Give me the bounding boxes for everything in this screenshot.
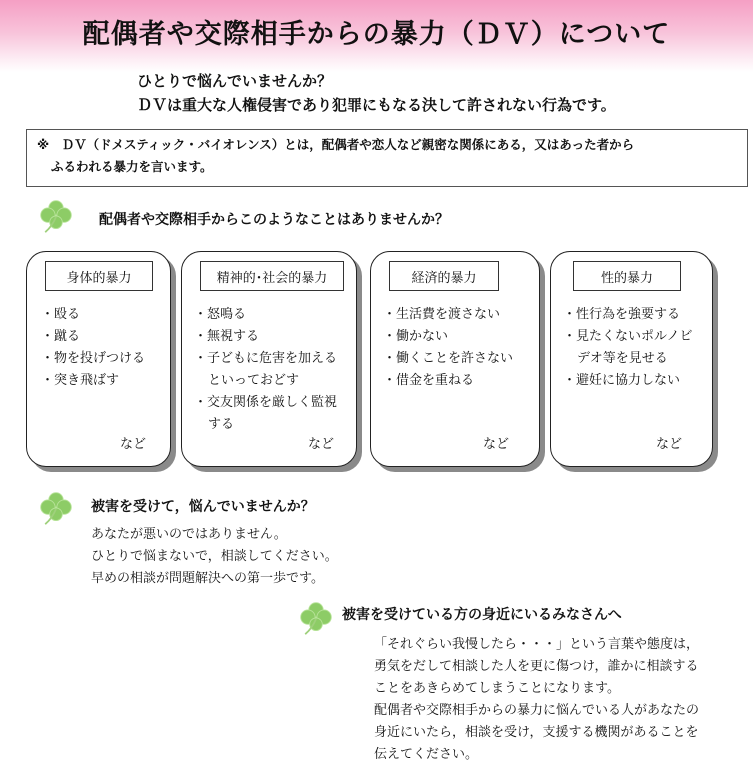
page-title: 配偶者や交際相手からの暴力（ＤＶ）について xyxy=(82,19,671,50)
list-item: ・ 殴る xyxy=(47,304,165,326)
card-footer: など xyxy=(119,437,146,452)
list-item: ・ 交友関係を厳しく監視する xyxy=(200,392,340,436)
text-line: 早めの相談が問題解決への第一歩です。 xyxy=(91,571,324,586)
card-footer: など xyxy=(482,437,509,452)
card-items xyxy=(200,304,340,436)
list-item: ・ 怒鳴る xyxy=(200,304,340,326)
section-heading-abuse-types: 配偶者や交際相手からこのようなことはありませんか？ xyxy=(99,212,449,228)
list-item: ・ 物を投げつける xyxy=(47,348,165,370)
list-item: ・ 借金を重ねる xyxy=(389,370,534,392)
card-physical-abuse xyxy=(26,251,171,467)
card-psychological-social-abuse xyxy=(181,251,357,467)
card-label: 精神的･社会的暴力 xyxy=(200,261,344,291)
card-items xyxy=(47,304,165,392)
definition-line-2: ふるわれる暴力を言います。 xyxy=(51,159,213,174)
list-item: ・ 性行為を強要する xyxy=(569,304,705,326)
clover-icon xyxy=(298,600,334,636)
clover-icon xyxy=(38,490,74,526)
text-line: 勇気をだして相談した人を更に傷つけ，誰かに相談する xyxy=(374,659,699,674)
text-line: 身近にいたら，相談を受け，支援する機関があることを xyxy=(374,725,699,740)
intro-question: ひとりで悩んでいませんか？ xyxy=(137,72,333,90)
definition-box xyxy=(26,129,748,187)
text-line: ことをあきらめてしまうことになります。 xyxy=(374,681,620,696)
section-heading-victims: 被害を受けて，悩んでいませんか？ xyxy=(91,499,315,515)
card-label: 身体的暴力 xyxy=(45,261,153,291)
definition-line-1: ※ ＤＶ（ドメスティック・バイオレンス）とは，配偶者や恋人など親密な関係にある，又はあった者から xyxy=(37,137,635,152)
list-item: ・ 生活費を渡さない xyxy=(389,304,534,326)
text-line: ひとりで悩まないで，相談してください。 xyxy=(91,549,338,564)
list-item: ・ 子どもに危害を加えるといっておどす xyxy=(200,348,340,392)
list-item: ・ 無視する xyxy=(200,326,340,348)
text-line: 配偶者や交際相手からの暴力に悩んでいる人があなたの xyxy=(374,703,700,718)
list-item: ・ 働かない xyxy=(389,326,534,348)
text-line: 伝えてください。 xyxy=(374,747,479,762)
section-heading-supporters: 被害を受けている方の身近にいるみなさんへ xyxy=(342,607,622,623)
intro-statement: ＤＶは重大な人権侵害であり犯罪にもなる決して許されない行為です。 xyxy=(137,96,616,114)
card-sexual-abuse xyxy=(550,251,713,467)
list-item: ・ 見たくないポルノビデオ等を見せる xyxy=(569,326,705,370)
clover-icon xyxy=(38,198,74,234)
text-line: あなたが悪いのではありません。 xyxy=(91,527,287,542)
supporters-message xyxy=(374,634,699,766)
card-label: 性的暴力 xyxy=(573,261,681,291)
card-items xyxy=(569,304,705,392)
list-item: ・ 避妊に協力しない xyxy=(569,370,705,392)
card-economic-abuse xyxy=(370,251,540,467)
card-items xyxy=(389,304,534,392)
text-line: 「それぐらい我慢したら・・・」という言葉や態度は， xyxy=(374,637,700,652)
card-footer: など xyxy=(307,437,334,452)
list-item: ・ 蹴る xyxy=(47,326,165,348)
list-item: ・ 突き飛ばす xyxy=(47,370,165,392)
card-label: 経済的暴力 xyxy=(389,261,499,291)
list-item: ・ 働くことを許さない xyxy=(389,348,534,370)
victims-message xyxy=(91,524,338,590)
card-footer: など xyxy=(655,437,682,452)
